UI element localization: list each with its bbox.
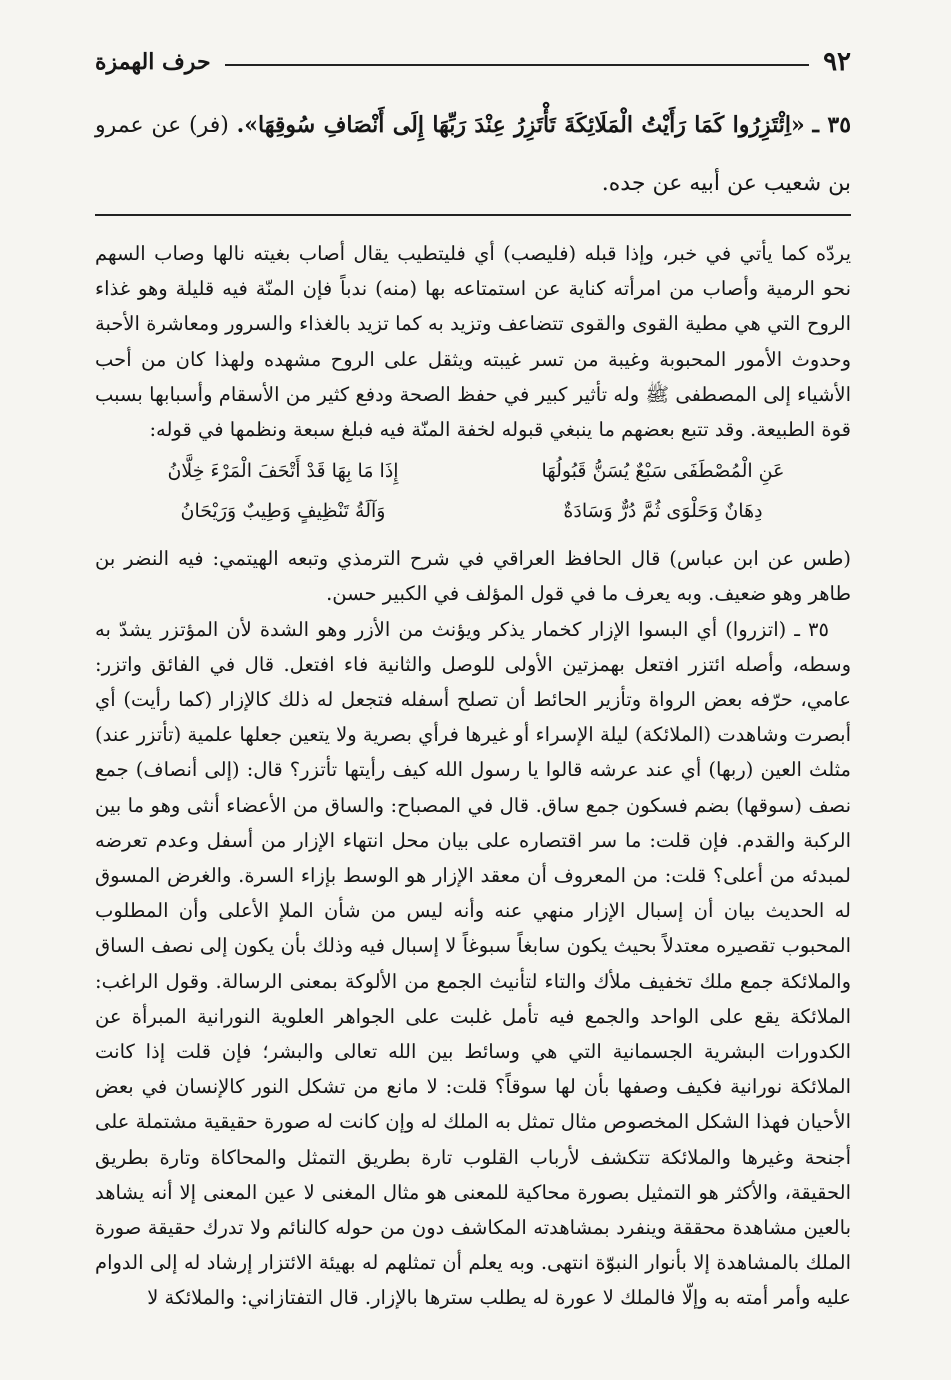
poem-line-2-right: دِهَانٌ وَحَلْوَى ثُمَّ دُرٌّ وَسَادَةٌ [563,500,763,523]
page-header [95,42,851,82]
hadith-text-block [95,96,851,213]
poem [95,447,851,541]
commentary-paragraph: (طس عن ابن عباس) قال الحافظ العراقي في شرح الترمذي وتبعه الهيتمي: فيه النضر بن طاهر وهو ضعيف. وبه يعرف ما في قول المؤلف في الكبير حسن. [95,547,851,606]
commentary-block [95,236,851,1316]
hadith-number: ٣٥ ـ [812,112,852,138]
matn-commentary-separator [95,214,851,216]
page-number: ٩٢ [823,47,851,77]
poem-line-2-left: وَآلَةُ تَنْظِيفٍ وَطِيبٌ وَرَيْحَانُ [180,500,386,523]
hadith-text: «اِئْتَزِرُوا كَمَا رَأَيْتُ الْمَلَائِكَةَ تَأْتَزِرُ عِنْدَ رَبِّهَا إِلَى أَنْصَافِ سُوقِهَا». [236,112,805,138]
hadith-source: (فر) عن عمرو بن شعيب عن أبيه عن جده. [95,113,851,196]
poem-line-1-left: إِذَا مَا بِهَا قَدْ أَتْحَفَ الْمَرْءَ خِلَّانُ [167,460,399,483]
chapter-title: حرف الهمزة [95,49,211,75]
header-rule [225,64,810,66]
commentary-paragraph: ٣٥ ـ (اتزروا) أي البسوا الإزار كخمار يذكر ويؤنث من الأزر وهو الشدة لأن المؤتزر يشدّ به وسطه، وأصله ائتزر افتعل بهمزتين الأولى للوصل والثانية فاء افتعل. قال في الفائق واتزر: عامي، حرّفه بعض الرواة وتأزير الحائط أن تصلح أسفله فتجعل له ذلك كالإزار (كما رأيت) أي أبصرت وشاهدت (الملائكة) ليلة الإسراء أو غيرها فرأي بصرية ولا يتعين جعلها علمية (تأتزر عند) مثلث العين (ربها) أي عند عرشه قالوا يا رسول الله كيف رأيتها تأتزر؟ قال: (إلى أنصاف) جمع نصف (سوقها) بضم فسكون جمع ساق. قال في المصباح: والساق من الأعضاء أنثى وهو ما بين الركبة والقدم. فإن قلت: ما سر اقتصاره على بيان محل انتهاء الإزار من أسفل وعدم تعرضه لمبدئه من أعلى؟ قلت: من المعروف أن معقد الإزار هو الوسط بإزاء السرة. والغرض المسوق له الحديث بيان أن إسبال الإزار منهي عنه وأنه ليس من شأن الملإ الأعلى وأن المطلوب المحبوب تقصيره معتدلاً بحيث يكون سابغاً سبوغاً لا إسبال فيه وذلك بأن يكون إلى نصف الساق والملائكة جمع ملك تخفيف ملأك والتاء لتأنيث الجمع من الألوكة بمعنى الرسالة. وقول الراغب: الملائكة يقع على الواحد والجمع فيه تأمل غلبت على الجواهر العلوية النورانية المبرأة عن الكدورات البشرية الجسمانية التي هي وسائط بين الله تعالى والبشر؛ فإن قلت إذا كانت الملائكة نورانية فكيف وصفها بأن لها سوقاً؟ قلت: لا مانع من تشكل النور كالإنسان في بعض الأحيان فهذا الشكل المخصوص مثال تمثل به الملك له وإن كانت له صورة حقيقية مشتملة على أجنحة وغيرها والملائكة تتكشف لأرباب القلوب تارة بطريق التمثل والمحاكاة وتارة بطريق الحقيقة، والأكثر هو التمثيل بصورة محاكية للمعنى هو مثال المغنى لا عين المعنى إلا أنه يشاهد بالعين مشاهدة محققة وينفرد بمشاهدته المكاشف دون من حوله كالنائم ولا تدرك حقيقة صورة الملك بالمشاهدة إلا بأنوار النبوّة انتهى. وبه يعلم أن تمثلهم له بهيئة الائتزار إرشاد له إلى الدوام عليه وأمر أمته به وإلّا فالملك لا عورة له يطلب سترها بالإزار. قال التفتازاني: والملائكة لا [95,617,851,1310]
poem-line-1-right: عَنِ الْمُصْطَفَى سَبْعٌ يُسَنُّ قَبُولُهَا [541,460,785,483]
commentary-paragraph: يردّه كما يأتي في خبر، وإذا قبله (فليصب) أي فليتطيب يقال أصاب بغيته نالها وصاب السهم نحو الرمية وأصاب من امرأته كناية عن استمتاعه بها (منه) ندباً فإن المنّة فيه قليلة وهو غذاء الروح التي هي مطية القوى والقوى تتضاعف وتزيد به كما تزيد بالغذاء والسرور ومعاشرة الأحبة وحدوث الأمور المحبوبة وغيبة من تسر غيبته ويثقل على الروح مشهده ولهذا كان من أحب الأشياء إلى المصطفى ﷺ وله تأثير كبير في حفظ الصحة ودفع كثير من الأسقام وأسبابها بسبب قوة الطبيعة. وقد تتبع بعضهم ما ينبغي قبوله لخفة المنّة فيه فبلغ سبعة ونظمها في قوله: [95,242,851,442]
